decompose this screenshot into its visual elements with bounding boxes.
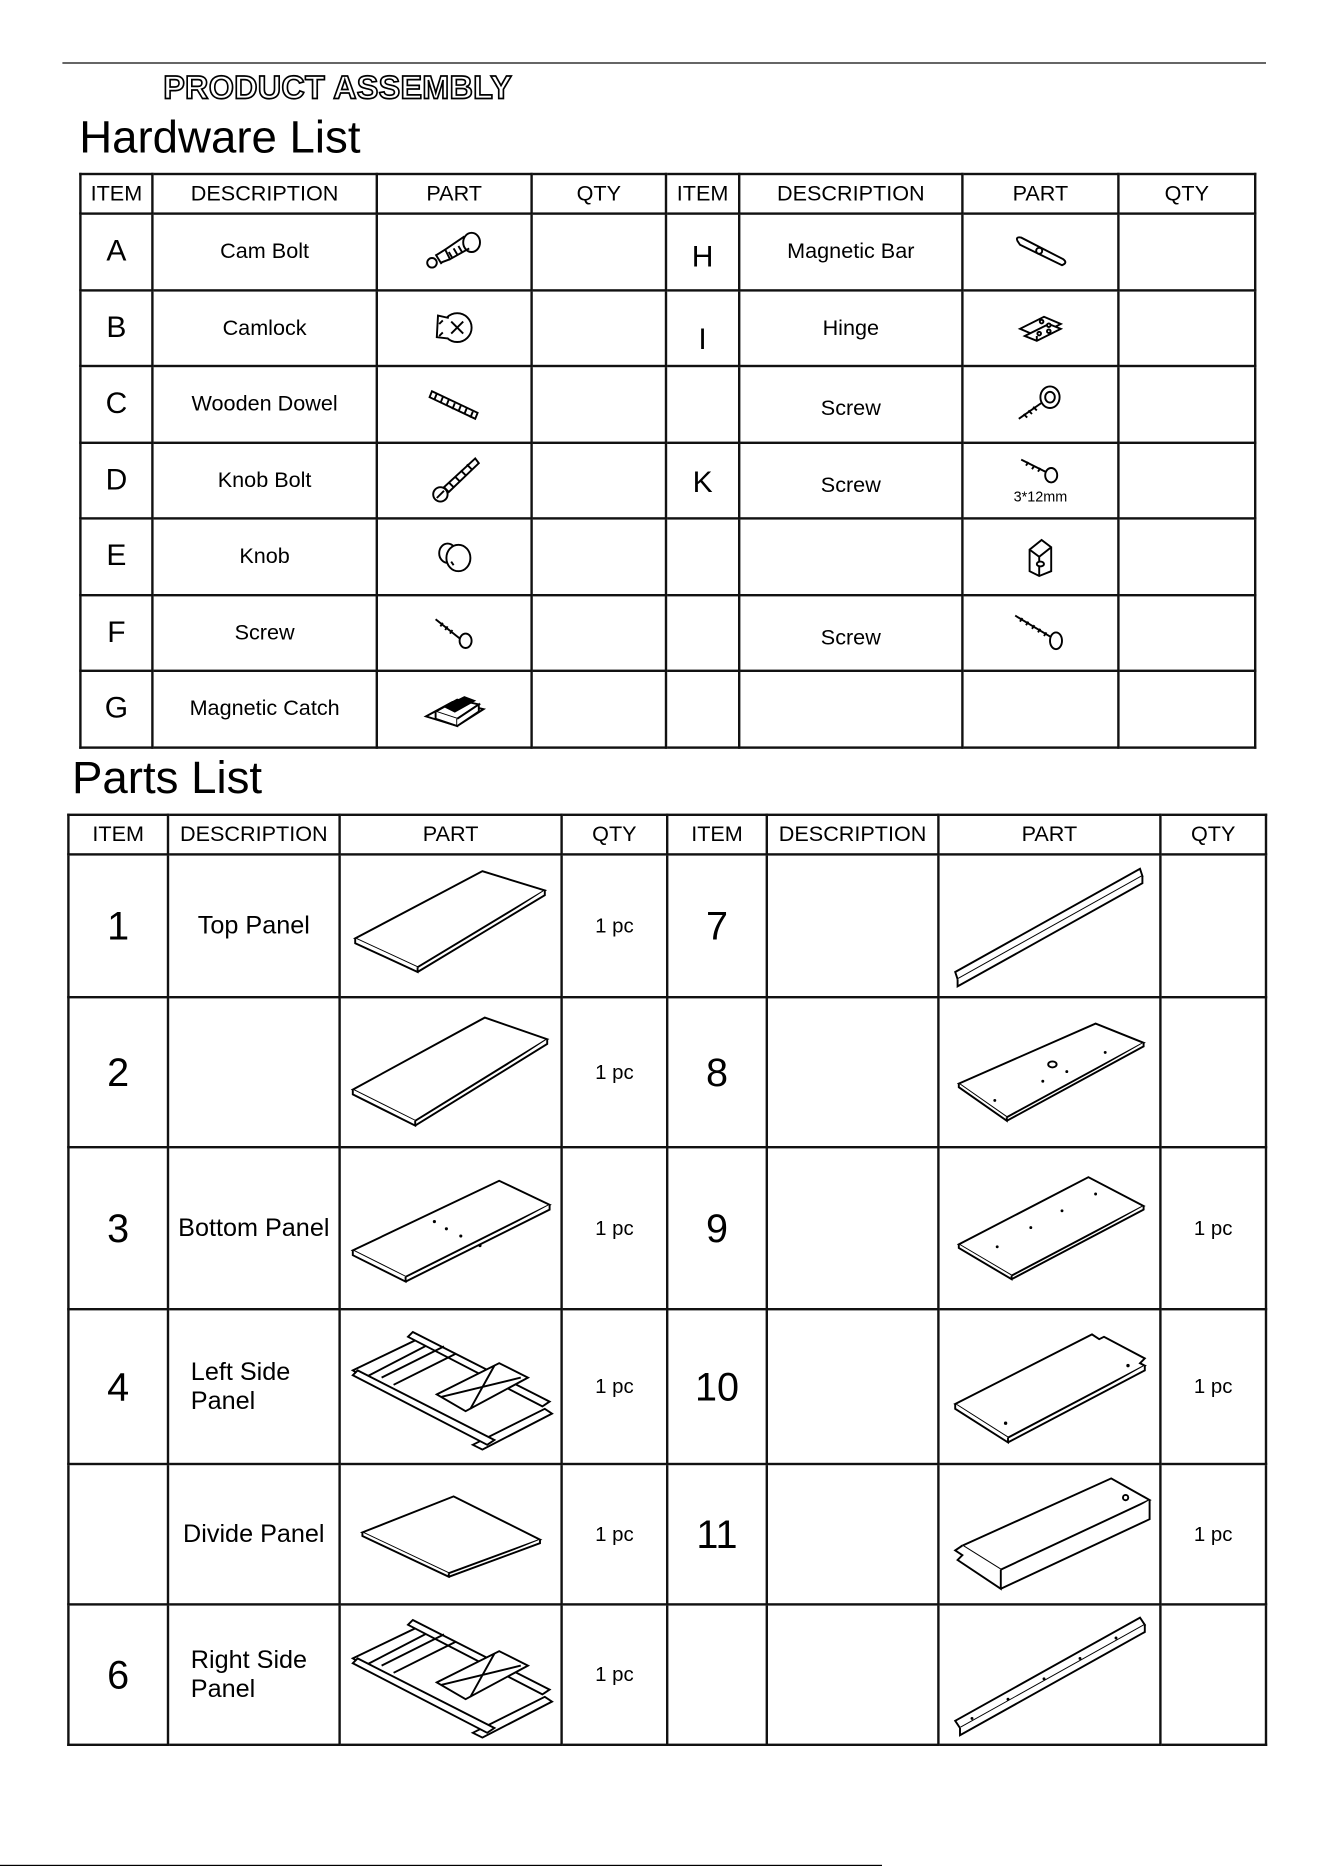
hardware-qty (532, 671, 666, 747)
parts-part-cell (938, 1309, 1160, 1464)
parts-item-number: 6 (68, 1604, 168, 1744)
hardware-description: Screw (739, 366, 962, 442)
parts-description (767, 997, 939, 1147)
hardware-row (80, 518, 1255, 594)
hardware-qty (1118, 671, 1255, 747)
hardware-qty (1118, 442, 1255, 518)
hardware-description (739, 671, 962, 747)
parts-part-cell (938, 1464, 1160, 1604)
hardware-description: Screw (152, 595, 376, 671)
hardware-item-letter: I (666, 290, 739, 366)
bottom-rule (0, 1865, 882, 1866)
hole-panel-icon (940, 1016, 1160, 1129)
hardware-item-letter: E (80, 518, 152, 594)
hardware-item-letter: A (80, 214, 152, 290)
parts-qty: 1 pc (562, 1604, 668, 1744)
hardware-part-cell (377, 442, 532, 518)
hardware-qty (1118, 290, 1255, 366)
parts-item-number: 7 (667, 854, 767, 997)
parts-part-cell (938, 1147, 1160, 1309)
parts-description (767, 1147, 939, 1309)
hardware-item-letter: F (80, 595, 152, 671)
parts-part-cell (340, 1604, 562, 1744)
parts-qty (1160, 1604, 1266, 1744)
hardware-item-letter: K (666, 442, 739, 518)
parts-part-cell (938, 997, 1160, 1147)
hardware-qty (532, 214, 666, 290)
parts-qty: 1 pc (562, 1309, 668, 1464)
hinge-icon (964, 305, 1118, 351)
parts-column-header: DESCRIPTION (168, 815, 340, 855)
parts-part-cell (340, 1464, 562, 1604)
hardware-item-letter (666, 671, 739, 747)
hardware-row (80, 671, 1255, 747)
parts-part-cell (340, 854, 562, 997)
parts-part-cell (938, 1604, 1160, 1744)
parts-description: Top Panel (168, 854, 340, 997)
parts-item-number: 10 (667, 1309, 767, 1464)
hardware-column-header: ITEM (666, 174, 739, 214)
hardware-part-cell (377, 595, 532, 671)
hardware-qty (1118, 214, 1255, 290)
parts-qty: 1 pc (562, 1464, 668, 1604)
cam-bolt-icon (378, 228, 530, 276)
knob-icon (378, 535, 530, 578)
hardware-part-cell (962, 290, 1118, 366)
hardware-column-header: ITEM (80, 174, 152, 214)
hardware-column-header: PART (377, 174, 532, 214)
long-screw-icon (964, 611, 1118, 654)
hardware-part-cell (962, 671, 1118, 747)
knob-bolt-icon (378, 454, 530, 507)
hardware-part-cell (377, 290, 532, 366)
parts-item-number (667, 1604, 767, 1744)
hardware-description: Magnetic Bar (739, 214, 962, 290)
parts-part-cell (340, 997, 562, 1147)
parts-column-header: ITEM (68, 815, 168, 855)
hardware-part-cell (377, 214, 532, 290)
camlock-icon (378, 306, 530, 349)
parts-item-number: 3 (68, 1147, 168, 1309)
side-frame-icon (341, 1322, 561, 1452)
hardware-item-letter: D (80, 442, 152, 518)
screw-icon (378, 615, 530, 651)
parts-row (68, 1309, 1266, 1464)
parts-column-header: ITEM (667, 815, 767, 855)
hardware-description: Knob (152, 518, 376, 594)
parts-item-number: 8 (667, 997, 767, 1147)
parts-description: Left Side Panel (168, 1309, 340, 1464)
bracket-icon (964, 533, 1118, 581)
rail-icon (940, 861, 1160, 991)
hardware-description: Screw (739, 442, 962, 518)
hardware-list-title: Hardware List (79, 112, 361, 164)
hardware-qty (1118, 595, 1255, 671)
drilled-panel-icon (940, 1169, 1160, 1287)
hardware-item-letter: G (80, 671, 152, 747)
parts-item-number: 1 (68, 854, 168, 997)
hardware-part-cell (962, 442, 1118, 518)
hardware-item-letter (666, 595, 739, 671)
hardware-description: Wooden Dowel (152, 366, 376, 442)
parts-qty: 1 pc (562, 854, 668, 997)
magnetic-catch-icon (378, 685, 530, 733)
parts-header-row (68, 815, 1266, 855)
hardware-column-header: QTY (532, 174, 666, 214)
hardware-description: Knob Bolt (152, 442, 376, 518)
hardware-part-cell (962, 595, 1118, 671)
parts-item-number: 9 (667, 1147, 767, 1309)
hardware-part-cell (377, 366, 532, 442)
side-frame-icon (341, 1610, 561, 1740)
shelf-panel-icon (940, 1468, 1160, 1600)
parts-description (767, 1604, 939, 1744)
hardware-qty (532, 595, 666, 671)
parts-description (767, 854, 939, 997)
parts-row (68, 997, 1266, 1147)
parts-part-cell (340, 1309, 562, 1464)
parts-qty: 1 pc (1160, 1464, 1266, 1604)
hardware-row (80, 442, 1255, 518)
parts-column-header: QTY (1160, 815, 1266, 855)
parts-item-number: 11 (667, 1464, 767, 1604)
parts-qty (1160, 997, 1266, 1147)
hardware-part-cell (377, 671, 532, 747)
hardware-description: Cam Bolt (152, 214, 376, 290)
parts-description (168, 997, 340, 1147)
hardware-qty (532, 290, 666, 366)
document-title: PRODUCT ASSEMBLY (163, 69, 513, 106)
hardware-row (80, 366, 1255, 442)
hardware-item-letter (666, 518, 739, 594)
parts-item-number (68, 1464, 168, 1604)
parts-list-title: Parts List (72, 753, 263, 805)
hardware-row (80, 595, 1255, 671)
parts-column-header: PART (938, 815, 1160, 855)
parts-qty: 1 pc (1160, 1147, 1266, 1309)
hardware-row (80, 214, 1255, 290)
parts-qty: 1 pc (1160, 1309, 1266, 1464)
washer-screw-icon (964, 383, 1118, 426)
magnetic-bar-icon (964, 234, 1118, 270)
small-screw-icon (964, 455, 1118, 486)
hardware-qty (1118, 518, 1255, 594)
bottom-panel-icon (341, 1173, 561, 1283)
parts-column-header: PART (340, 815, 562, 855)
parts-description: Bottom Panel (168, 1147, 340, 1309)
divide-panel-icon (341, 1491, 561, 1577)
hardware-part-cell (962, 366, 1118, 442)
hardware-header-row (80, 174, 1255, 214)
parts-table (67, 814, 1267, 1746)
parts-description: Right Side Panel (168, 1604, 340, 1744)
wooden-dowel-icon (378, 384, 530, 425)
parts-qty: 1 pc (562, 997, 668, 1147)
hardware-part-cell (962, 518, 1118, 594)
hardware-qty (1118, 366, 1255, 442)
parts-qty (1160, 854, 1266, 997)
hardware-column-header: QTY (1118, 174, 1255, 214)
hardware-column-header: DESCRIPTION (152, 174, 376, 214)
top-panel-icon (341, 866, 561, 986)
hardware-description: Magnetic Catch (152, 671, 376, 747)
hardware-column-header: PART (962, 174, 1118, 214)
hardware-description (739, 518, 962, 594)
parts-description (767, 1464, 939, 1604)
hardware-qty (532, 518, 666, 594)
panel-icon (341, 1010, 561, 1135)
parts-description: Divide Panel (168, 1464, 340, 1604)
parts-row (68, 1604, 1266, 1744)
hardware-description: Screw (739, 595, 962, 671)
hardware-table (79, 173, 1256, 748)
slat-icon (940, 1607, 1160, 1741)
parts-part-cell (938, 854, 1160, 997)
hardware-description: Hinge (739, 290, 962, 366)
parts-column-header: DESCRIPTION (767, 815, 939, 855)
hardware-qty (532, 442, 666, 518)
parts-column-header: QTY (562, 815, 668, 855)
hardware-item-letter: C (80, 366, 152, 442)
parts-row (68, 1147, 1266, 1309)
hardware-qty (532, 366, 666, 442)
parts-part-cell (340, 1147, 562, 1309)
hardware-description: Camlock (152, 290, 376, 366)
hardware-part-cell (377, 518, 532, 594)
parts-item-number: 2 (68, 997, 168, 1147)
hardware-item-letter: B (80, 290, 152, 366)
notched-panel-icon (940, 1324, 1160, 1449)
hardware-column-header: DESCRIPTION (739, 174, 962, 214)
hardware-part-cell (962, 214, 1118, 290)
parts-qty: 1 pc (562, 1147, 668, 1309)
hardware-row (80, 290, 1255, 366)
hardware-item-letter: H (666, 214, 739, 290)
top-rule (62, 62, 1266, 63)
parts-description (767, 1309, 939, 1464)
hardware-item-letter (666, 366, 739, 442)
part-size-label: 3*12mm (1013, 488, 1068, 506)
parts-row (68, 854, 1266, 997)
parts-item-number: 4 (68, 1309, 168, 1464)
parts-row (68, 1464, 1266, 1604)
